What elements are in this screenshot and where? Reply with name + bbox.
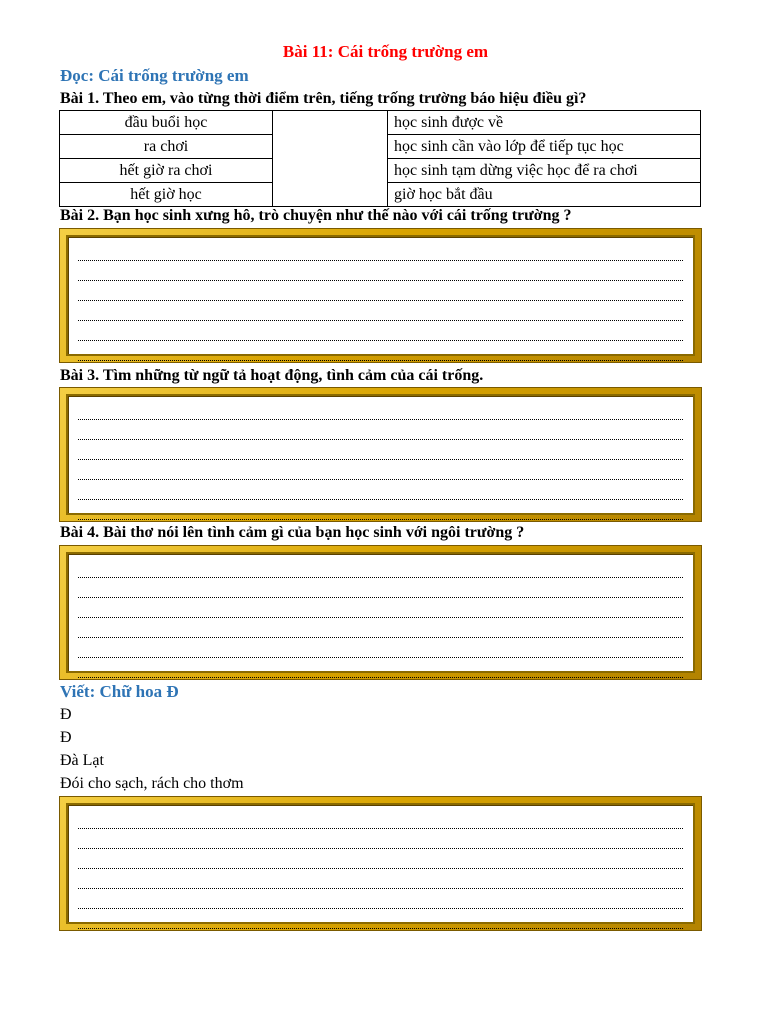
answer-line — [78, 889, 683, 909]
matching-gap-cell — [273, 111, 388, 207]
meaning-cell: học sinh được về — [388, 111, 701, 135]
meaning-cell: giờ học bắt đầu — [388, 183, 701, 207]
question-1-prompt: Bài 1. Theo em, vào từng thời điểm trên, tiếng trống trường báo hiệu điều gì? — [60, 90, 587, 107]
writing-line: Đ — [60, 706, 72, 723]
answer-area[interactable] — [66, 552, 695, 673]
answer-line — [78, 578, 683, 598]
worksheet-title: Bài 11: Cái trống trường em — [282, 42, 489, 61]
time-point-cell: hết giờ ra chơi — [60, 159, 273, 183]
answer-line — [78, 301, 683, 321]
answer-area[interactable] — [66, 394, 695, 515]
answer-line — [78, 440, 683, 460]
answer-line — [78, 261, 683, 281]
answer-box-q4 — [59, 545, 702, 680]
meaning-cell: học sinh cần vào lớp để tiếp tục học — [388, 135, 701, 159]
answer-line — [78, 420, 683, 440]
question-4-prompt: Bài 4. Bài thơ nói lên tình cảm gì của bạn học sinh với ngôi trường ? — [60, 524, 525, 541]
answer-line — [78, 638, 683, 658]
question-3-prompt: Bài 3. Tìm những từ ngữ tả hoạt động, tình cảm của cái trống. — [60, 367, 484, 384]
time-point-cell: hết giờ học — [60, 183, 273, 207]
answer-line — [78, 909, 683, 929]
answer-line — [78, 500, 683, 520]
answer-line — [78, 849, 683, 869]
writing-line: Đ — [60, 729, 72, 746]
answer-line — [78, 281, 683, 301]
matching-table — [59, 110, 701, 207]
writing-heading: Viết: Chữ hoa Đ — [60, 682, 179, 701]
answer-area[interactable] — [66, 803, 695, 924]
table-row — [60, 111, 701, 135]
answer-line — [78, 341, 683, 361]
answer-line — [78, 460, 683, 480]
answer-box-writing — [59, 796, 702, 931]
answer-line — [78, 869, 683, 889]
writing-line: Đà Lạt — [60, 752, 104, 769]
answer-box-q3 — [59, 387, 702, 522]
answer-area[interactable] — [66, 235, 695, 356]
meaning-cell: học sinh tạm dừng việc học để ra chơi — [388, 159, 701, 183]
question-2-prompt: Bài 2. Bạn học sinh xưng hô, trò chuyện như thế nào với cái trống trường ? — [60, 207, 572, 224]
answer-line — [78, 241, 683, 261]
answer-line — [78, 558, 683, 578]
answer-line — [78, 618, 683, 638]
answer-line — [78, 809, 683, 829]
answer-line — [78, 598, 683, 618]
answer-line — [78, 480, 683, 500]
answer-line — [78, 321, 683, 341]
time-point-cell: ra chơi — [60, 135, 273, 159]
answer-line — [78, 829, 683, 849]
writing-line: Đói cho sạch, rách cho thơm — [60, 775, 244, 792]
answer-box-q2 — [59, 228, 702, 363]
reading-heading: Đọc: Cái trống trường em — [60, 66, 249, 85]
answer-line — [78, 658, 683, 678]
answer-line — [78, 400, 683, 420]
time-point-cell: đầu buổi học — [60, 111, 273, 135]
